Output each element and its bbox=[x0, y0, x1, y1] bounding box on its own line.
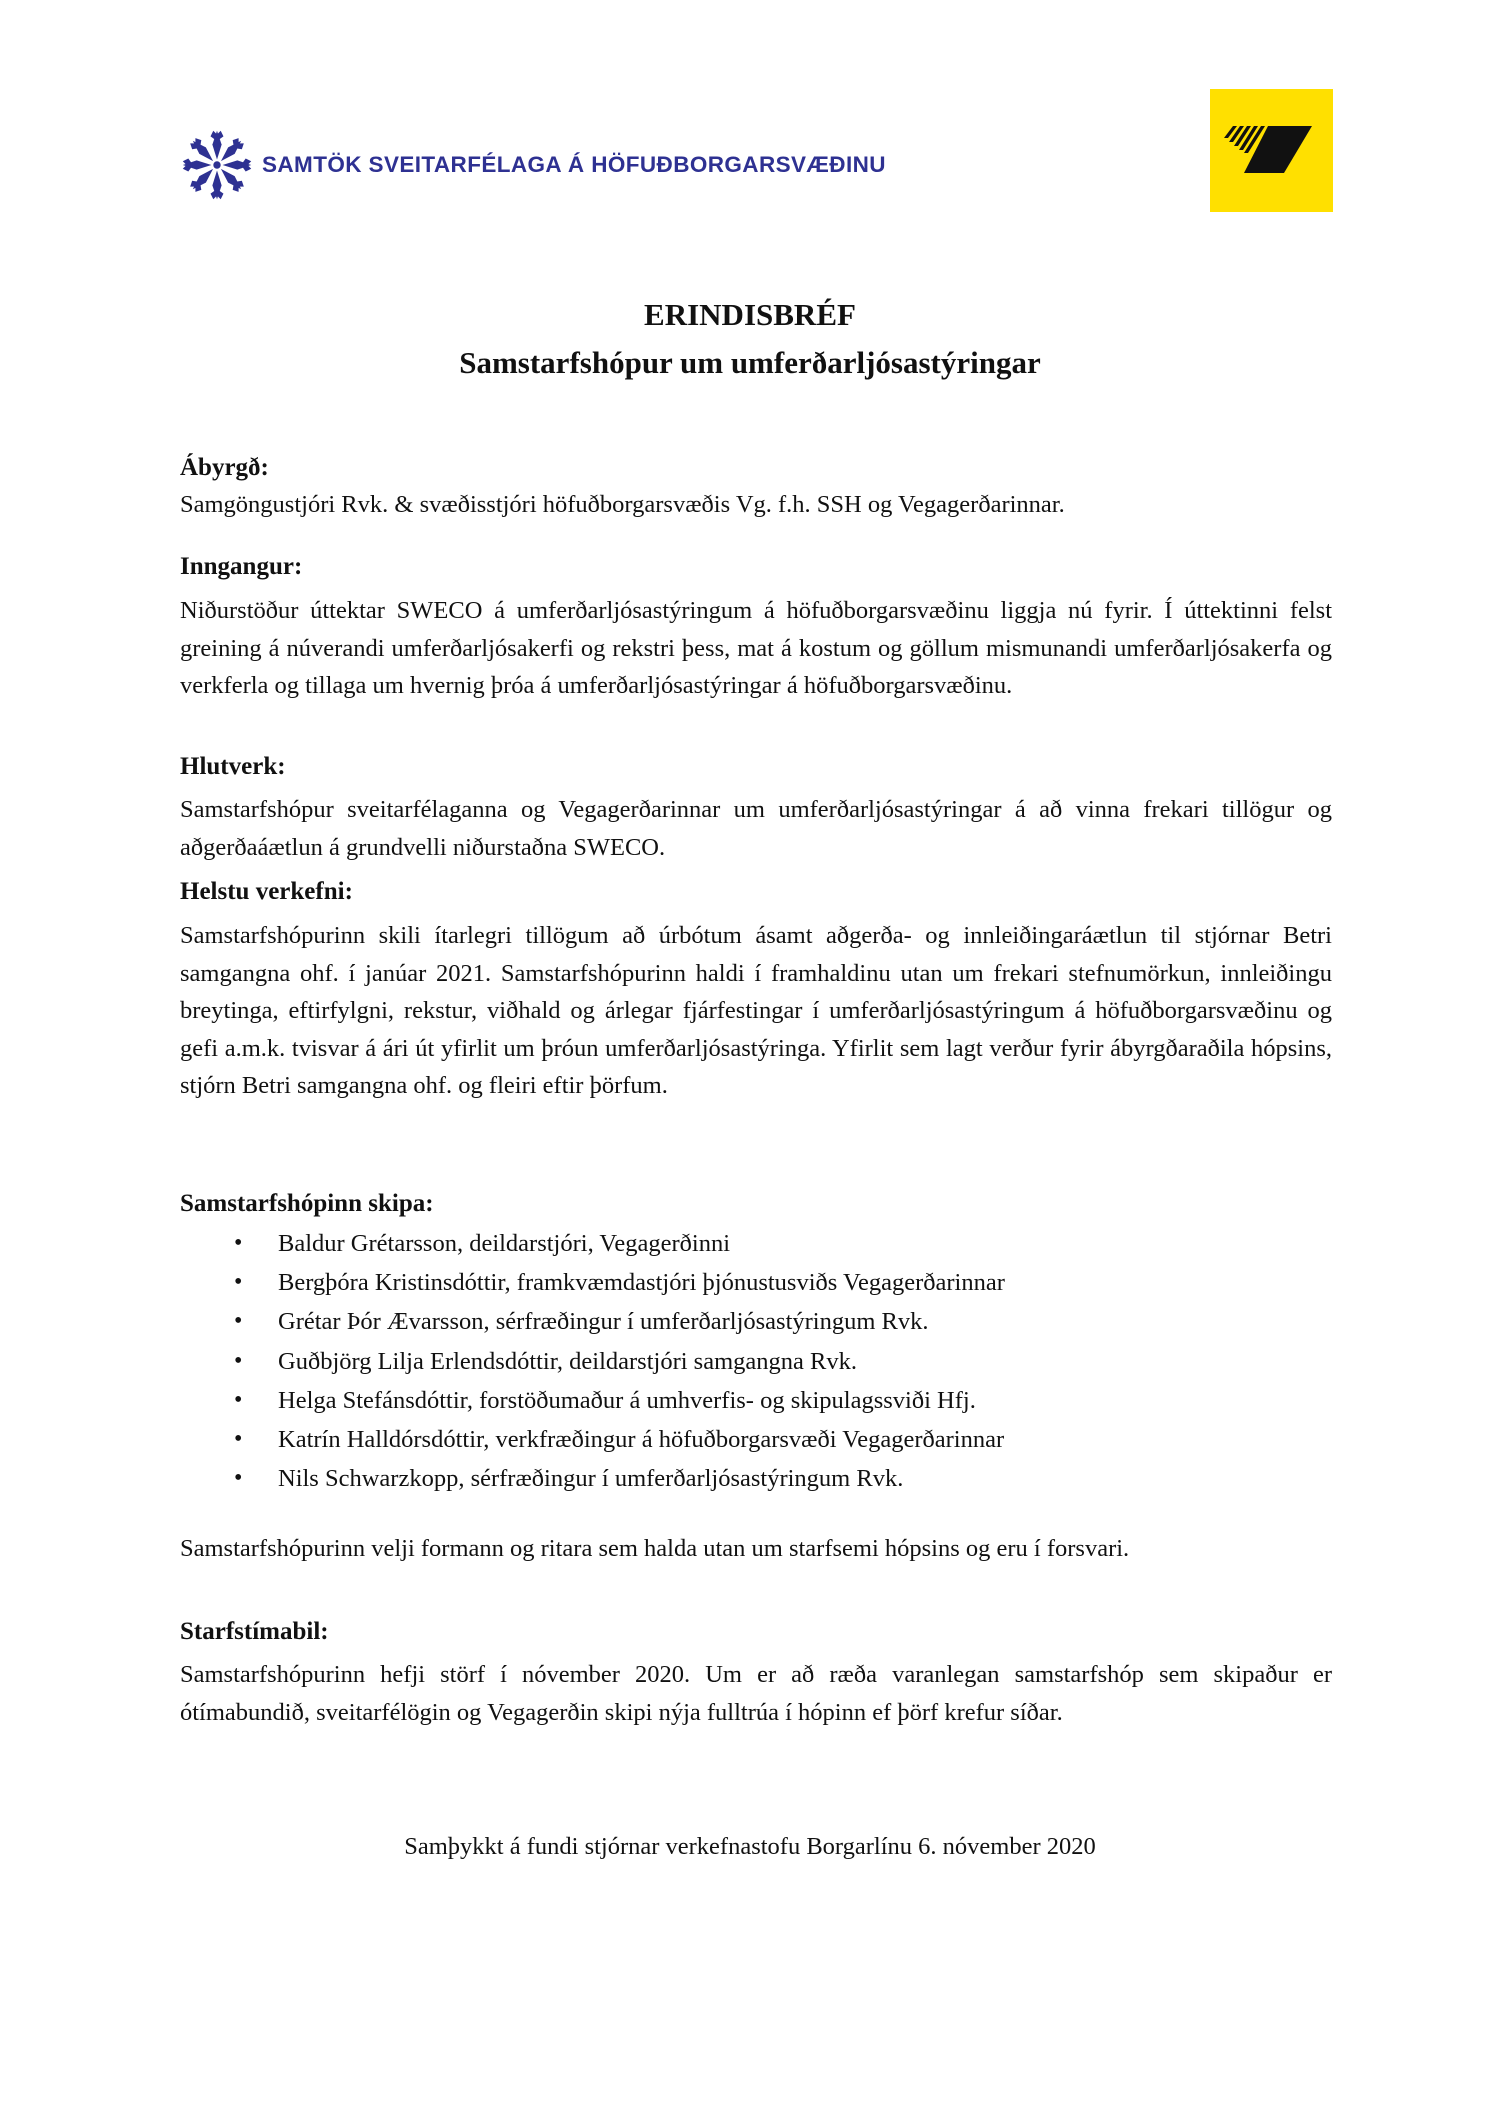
list-item: • Grétar Þór Ævarsson, sérfræðingur í umferðarljósastýringum Rvk. bbox=[180, 1302, 1332, 1341]
heading-inngangur: Inngangur: bbox=[180, 553, 303, 580]
heading-starfstimabil: Starfstímabil: bbox=[180, 1618, 329, 1645]
text-inngangur: Niðurstöður úttektar SWECO á umferðarljósastýringum á höfuðborgarsvæðinu liggja nú fyrir. Í úttektinni felst greining á núverandi umferðarljósakerfi og rekstri þess, mat á kostum og göllum mismunandi umferðarljósakerfa og verkferla og tillaga um hvernig þróa á umferðarljósastýringar á höfuðborgarsvæðinu. bbox=[180, 597, 1332, 700]
list-item: • Katrín Halldórsdóttir, verkfræðingur á höfuðborgarsvæði Vegagerðarinnar bbox=[180, 1420, 1332, 1459]
vegagerdin-logo-icon bbox=[1210, 89, 1333, 212]
ssh-logo-text: SAMTÖK SVEITARFÉLAGA Á HÖFUÐBORGARSVÆÐINU bbox=[262, 152, 886, 177]
list-item: • Helga Stefánsdóttir, forstöðumaður á umhverfis- og skipulagssviði Hfj. bbox=[180, 1381, 1332, 1420]
document-subtitle: Samstarfshópur um umferðarljósastýringar bbox=[459, 345, 1041, 380]
list-item: • Baldur Grétarsson, deildarstjóri, Vegagerðinni bbox=[180, 1224, 1332, 1263]
list-item: • Bergþóra Kristinsdóttir, framkvæmdastjóri þjónustusviðs Vegagerðarinnar bbox=[180, 1263, 1332, 1302]
text-starfstimabil: Samstarfshópurinn hefji störf í nóvember 2020. Um er að ræða varanlegan samstarfshóp sem skipaður er ótímabundið, sveitarfélögin og Vegagerðin skipi nýja fulltrúa í hópinn ef þörf krefur síðar. bbox=[180, 1661, 1332, 1726]
text-abyrgd: Samgöngustjóri Rvk. & svæðisstjóri höfuðborgarsvæðis Vg. f.h. SSH og Vegagerðarinnar. bbox=[180, 491, 1065, 518]
list-item: • Nils Schwarzkopp, sérfræðingur í umferðarljósastýringum Rvk. bbox=[180, 1459, 1332, 1498]
text-helstu-verkefni: Samstarfshópurinn skili ítarlegri tillögum að úrbótum ásamt aðgerða- og innleiðingaráætlun til stjórnar Betri samgangna ohf. í janúar 2021. Samstarfshópurinn haldi í framhaldinu utan um frekari stefnumörkun, innleiðingu breytinga, eftirfylgni, rekstur, viðhald og árlegar fjárfestingar í umferðarljósastýringum á höfuðborgarsvæðinu og gefi a.m.k. tvisvar á ári út yfirlit um þróun umferðarljósastýringa. Yfirlit sem lagt verður fyrir ábyrgðaraðila hópsins, stjórn Betri samgangna ohf. og fleiri eftir þörfum. bbox=[180, 922, 1332, 1100]
ssh-logo bbox=[180, 128, 886, 202]
list-item: • Guðbjörg Lilja Erlendsdóttir, deildarstjóri samgangna Rvk. bbox=[180, 1342, 1332, 1381]
heading-abyrgd: Ábyrgð: bbox=[180, 454, 269, 481]
document-title: ERINDISBRÉF bbox=[644, 297, 856, 332]
text-skipan-closing: Samstarfshópurinn velji formann og ritara sem halda utan um starfsemi hópsins og eru í forsvari. bbox=[180, 1535, 1130, 1562]
star-flake-logo-icon bbox=[180, 128, 254, 202]
vegagerdin-logo bbox=[1210, 89, 1333, 212]
approval-note: Samþykkt á fundi stjórnar verkefnastofu Borgarlínu 6. nóvember 2020 bbox=[404, 1833, 1096, 1860]
heading-hlutverk: Hlutverk: bbox=[180, 753, 286, 780]
heading-skipan: Samstarfshópinn skipa: bbox=[180, 1190, 434, 1217]
text-hlutverk: Samstarfshópur sveitarfélaganna og Vegagerðarinnar um umferðarljósastýringar á að vinna frekari tillögur og aðgerðaáætlun á grundvelli niðurstaðna SWECO. bbox=[180, 796, 1332, 861]
heading-helstu-verkefni: Helstu verkefni: bbox=[180, 878, 353, 905]
member-list bbox=[180, 1224, 1332, 1498]
